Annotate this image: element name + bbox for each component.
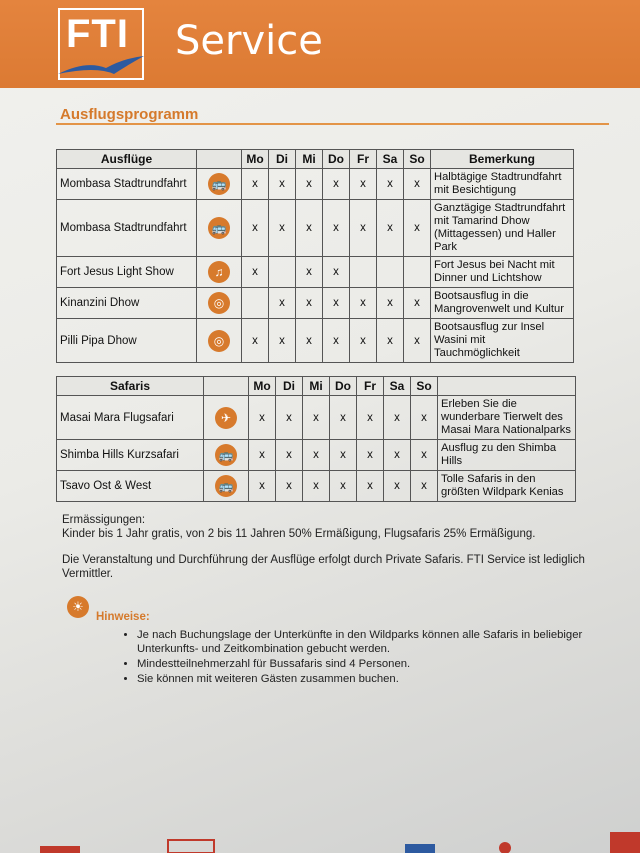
day-cell: x	[357, 396, 384, 440]
day-header-fr: Fr	[357, 377, 384, 396]
day-header-fr: Fr	[350, 150, 377, 169]
icon-cell	[197, 288, 242, 319]
icon-column-header	[197, 150, 242, 169]
excursions-heading: Ausflüge	[57, 150, 197, 169]
day-header-mo: Mo	[242, 150, 269, 169]
bus-icon: 🚌	[208, 217, 230, 239]
excursion-name: Fort Jesus Light Show	[57, 257, 197, 288]
day-cell: x	[323, 319, 350, 363]
day-cell: x	[377, 169, 404, 200]
day-cell: x	[404, 319, 431, 363]
day-cell: x	[323, 169, 350, 200]
diving-mask-icon: ◎	[208, 292, 230, 314]
header-banner	[0, 0, 640, 88]
day-header-di: Di	[276, 377, 303, 396]
discounts	[62, 513, 614, 541]
day-cell: x	[249, 396, 276, 440]
day-cell: x	[377, 288, 404, 319]
excursion-name: Mombasa Stadtrundfahrt	[57, 169, 197, 200]
bus-icon: 🚌	[215, 475, 237, 497]
day-cell: x	[303, 396, 330, 440]
hints-list	[110, 628, 637, 687]
table-row	[57, 257, 574, 288]
day-cell: x	[330, 440, 357, 471]
day-cell: x	[242, 257, 269, 288]
day-cell: x	[404, 169, 431, 200]
excursion-name: Shimba Hills Kurzsafari	[57, 440, 204, 471]
day-cell: x	[377, 319, 404, 363]
day-cell: x	[384, 440, 411, 471]
day-cell: x	[296, 288, 323, 319]
day-cell: x	[296, 200, 323, 257]
remark-header: Bemerkung	[431, 150, 574, 169]
diving-mask-icon: ◎	[208, 330, 230, 352]
day-cell: x	[323, 257, 350, 288]
safaris-body	[57, 396, 576, 502]
info-sun-icon: ☀	[67, 596, 89, 618]
day-cell: x	[357, 440, 384, 471]
day-cell: x	[269, 319, 296, 363]
day-header-mo: Mo	[249, 377, 276, 396]
remark-cell: Bootsausflug in die Mangrovenwelt und Kultur	[431, 288, 574, 319]
remark-cell: Tolle Safaris in den größten Wildpark Kenias	[438, 471, 576, 502]
excursions-body	[57, 169, 574, 363]
bird-swoosh-icon	[56, 52, 146, 82]
logo-text: FTI	[66, 12, 129, 56]
day-cell: x	[411, 396, 438, 440]
table-row	[57, 288, 574, 319]
day-header-di: Di	[269, 150, 296, 169]
day-cell: x	[296, 169, 323, 200]
fti-logo	[58, 8, 144, 80]
day-header-sa: Sa	[384, 377, 411, 396]
excursion-name: Mombasa Stadtrundfahrt	[57, 200, 197, 257]
show-icon: ♫	[208, 261, 230, 283]
day-header-do: Do	[330, 377, 357, 396]
excursions-table	[56, 149, 574, 363]
remark-cell: Halbtägige Stadtrundfahrt mit Besichtigung	[431, 169, 574, 200]
day-cell: x	[303, 471, 330, 502]
day-cell: x	[357, 471, 384, 502]
icon-cell	[197, 319, 242, 363]
excursion-name: Pilli Pipa Dhow	[57, 319, 197, 363]
day-cell: x	[323, 200, 350, 257]
day-cell	[269, 257, 296, 288]
day-header-do: Do	[323, 150, 350, 169]
day-header-mi: Mi	[296, 150, 323, 169]
day-cell: x	[296, 257, 323, 288]
day-cell: x	[242, 319, 269, 363]
day-cell: x	[350, 200, 377, 257]
day-cell: x	[323, 288, 350, 319]
discounts-label: Ermässigungen:	[62, 514, 146, 526]
remark-cell: Ganztägige Stadtrundfahrt mit Tamarind Dhow (Mittagessen) und Haller Park	[431, 200, 574, 257]
page-title: Ausflugsprogramm	[60, 106, 199, 123]
day-cell: x	[384, 471, 411, 502]
day-cell: x	[269, 169, 296, 200]
safaris-header-row	[57, 377, 576, 396]
remark-cell: Erleben Sie die wunderbare Tierwelt des Masai Mara Nationalparks	[438, 396, 576, 440]
day-cell: x	[249, 440, 276, 471]
bus-icon: 🚌	[215, 444, 237, 466]
brand-title: Service	[175, 18, 323, 64]
notes-section	[62, 513, 614, 591]
table-row	[57, 319, 574, 363]
day-cell: x	[242, 200, 269, 257]
remark-header-empty	[438, 377, 576, 396]
excursion-name: Kinanzini Dhow	[57, 288, 197, 319]
table-row	[57, 169, 574, 200]
day-cell: x	[330, 471, 357, 502]
remark-cell: Bootsausflug zur Insel Wasini mit Tauchmöglichkeit	[431, 319, 574, 363]
day-cell	[350, 257, 377, 288]
day-cell: x	[384, 396, 411, 440]
bus-icon: 🚌	[208, 173, 230, 195]
day-cell: x	[411, 440, 438, 471]
icon-cell	[197, 257, 242, 288]
table-row	[57, 396, 576, 440]
table-row	[57, 200, 574, 257]
icon-cell	[204, 471, 249, 502]
table-row	[57, 440, 576, 471]
day-cell: x	[303, 440, 330, 471]
day-cell: x	[350, 169, 377, 200]
day-cell	[242, 288, 269, 319]
day-cell: x	[242, 169, 269, 200]
hint-item: • Sie können mit weiteren Gästen zusammen buchen.	[137, 672, 637, 686]
hints-title: Hinweise:	[96, 611, 150, 623]
day-header-mi: Mi	[303, 377, 330, 396]
icon-cell	[204, 440, 249, 471]
excursion-name: Masai Mara Flugsafari	[57, 396, 204, 440]
icon-cell	[197, 169, 242, 200]
table-row	[57, 471, 576, 502]
day-cell: x	[249, 471, 276, 502]
day-cell: x	[269, 288, 296, 319]
remark-cell: Ausflug zu den Shimba Hills	[438, 440, 576, 471]
hint-item: • Mindestteilnehmerzahl für Bussafaris sind 4 Personen.	[137, 657, 637, 671]
discounts-text: Kinder bis 1 Jahr gratis, von 2 bis 11 Jahren 50% Ermäßigung, Flugsafaris 25% Ermäßigung.	[62, 528, 536, 540]
day-cell: x	[350, 319, 377, 363]
day-cell: x	[296, 319, 323, 363]
day-cell: x	[350, 288, 377, 319]
day-cell: x	[269, 200, 296, 257]
excursions-header-row	[57, 150, 574, 169]
day-cell: x	[276, 396, 303, 440]
day-header-sa: Sa	[377, 150, 404, 169]
icon-cell	[204, 396, 249, 440]
title-divider	[56, 123, 609, 125]
day-cell: x	[377, 200, 404, 257]
safaris-heading: Safaris	[57, 377, 204, 396]
day-cell: x	[330, 396, 357, 440]
icon-cell	[197, 200, 242, 257]
airplane-icon: ✈	[215, 407, 237, 429]
day-cell: x	[276, 471, 303, 502]
day-cell	[377, 257, 404, 288]
footer-logos-strip	[0, 818, 640, 853]
disclaimer: Die Veranstaltung und Durchführung der Ausflüge erfolgt durch Private Safaris. FTI Service ist lediglich Vermittler.	[62, 554, 585, 580]
remark-cell: Fort Jesus bei Nacht mit Dinner und Lichtshow	[431, 257, 574, 288]
safaris-table	[56, 376, 576, 502]
day-cell: x	[411, 471, 438, 502]
day-cell: x	[404, 200, 431, 257]
day-cell	[404, 257, 431, 288]
day-header-so: So	[404, 150, 431, 169]
day-cell: x	[276, 440, 303, 471]
day-header-so: So	[411, 377, 438, 396]
day-cell: x	[404, 288, 431, 319]
icon-column-header	[204, 377, 249, 396]
excursion-name: Tsavo Ost & West	[57, 471, 204, 502]
hint-item: • Je nach Buchungslage der Unterkünfte in den Wildparks können alle Safaris in beliebiger Unterkunfts- und Zeitkombination gebucht werden.	[137, 628, 637, 656]
